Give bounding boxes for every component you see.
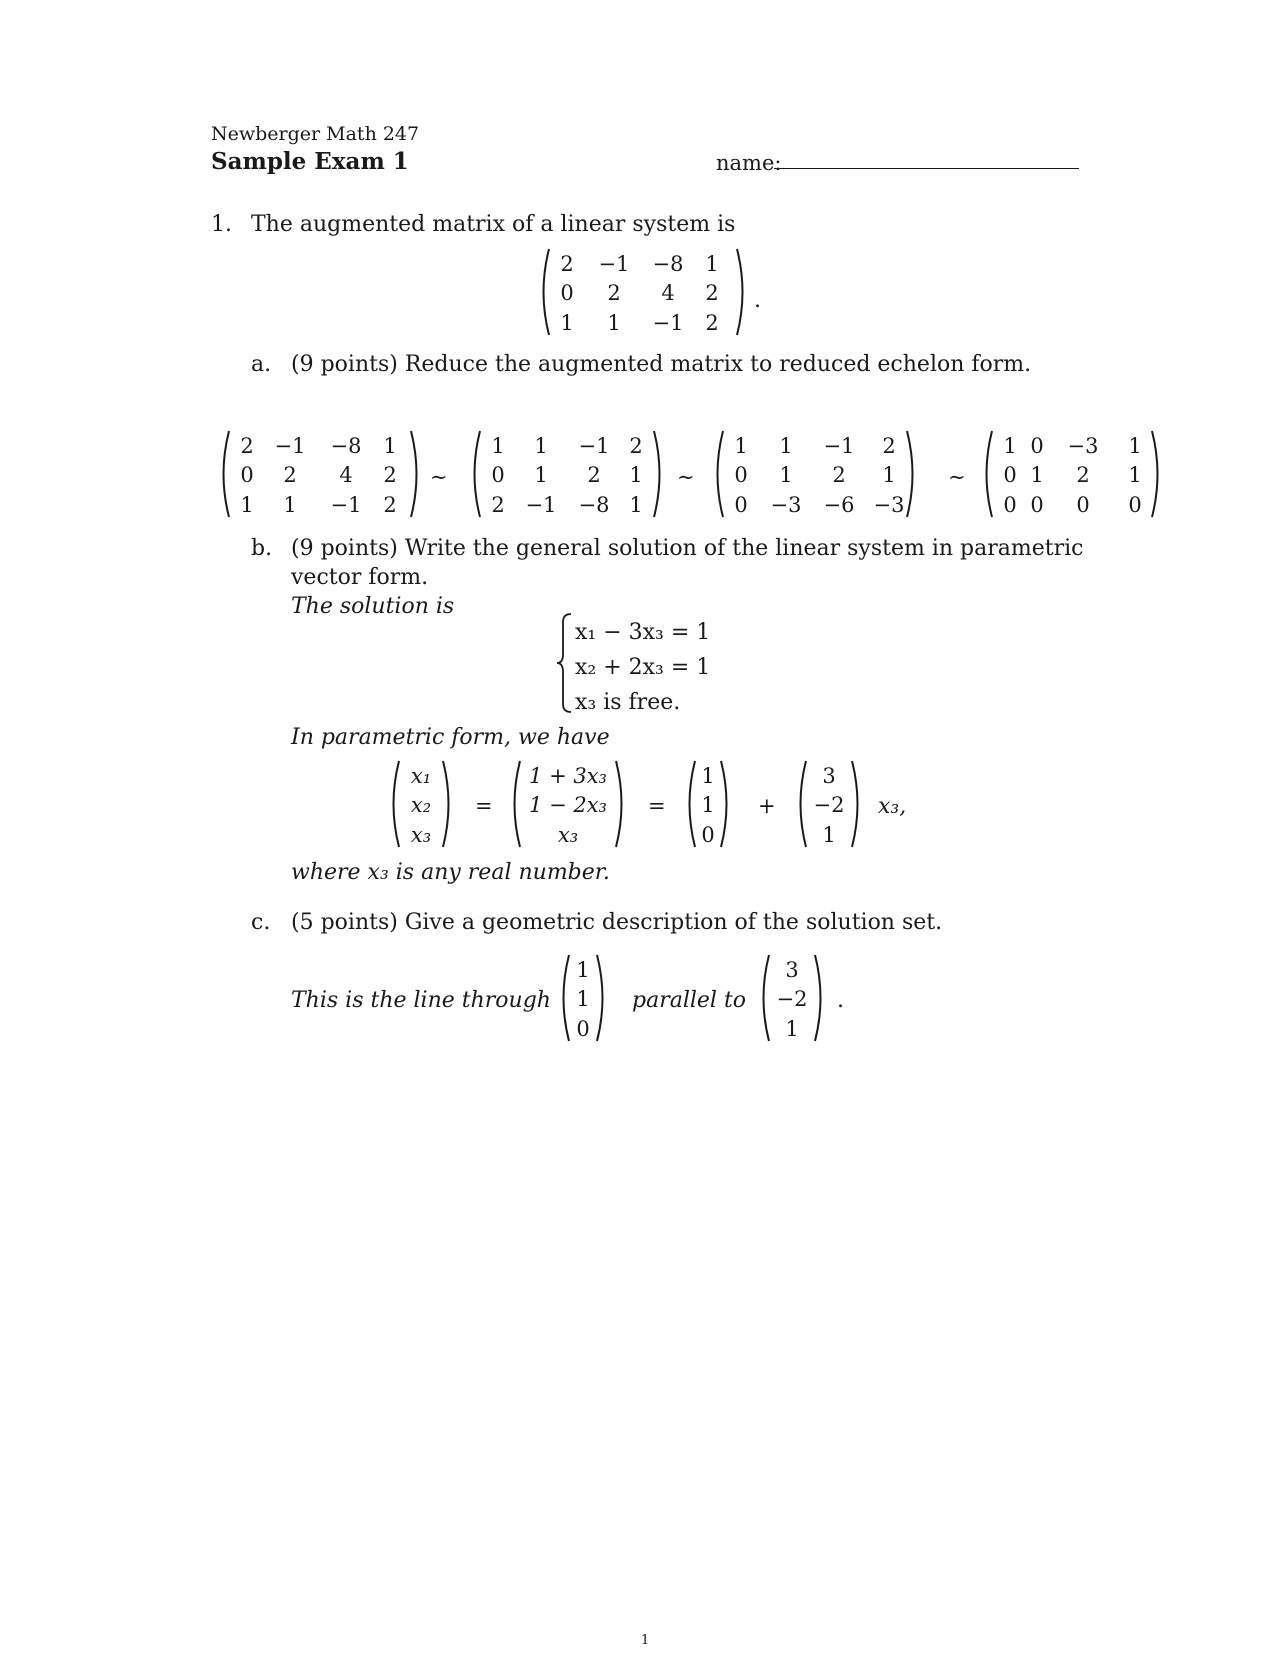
row-equivalent-symbol: ∼ — [430, 465, 448, 489]
matrix-entry: 1 + 3x₃ — [529, 764, 607, 788]
matrix-entry: −1 — [823, 434, 855, 458]
matrix-entry: 3 — [785, 958, 799, 982]
free-variable-term: x₃, — [878, 794, 907, 819]
right-parenthesis — [735, 248, 749, 336]
vector-point — [683, 760, 733, 848]
matrix-entry: 1 − 2x₃ — [529, 793, 607, 817]
matrix-entry: 0 — [1003, 463, 1017, 487]
part-c-label: c. — [251, 910, 271, 935]
matrix-entry: 0 — [560, 281, 574, 305]
matrix-entry: 2 — [1076, 463, 1090, 487]
matrix-entry: −1 — [274, 434, 306, 458]
course-name: Newberger Math 247 — [211, 123, 420, 145]
left-parenthesis — [557, 954, 571, 1042]
right-parenthesis — [409, 430, 423, 518]
matrix-entry: 4 — [339, 463, 353, 487]
matrix-entry: 1 — [534, 434, 548, 458]
rref-final-matrix — [980, 430, 1164, 518]
matrix-entry: 1 — [629, 463, 643, 487]
right-parenthesis — [441, 760, 455, 848]
matrix-entry: 1 — [240, 493, 254, 517]
matrix-entry: 2 — [607, 281, 621, 305]
matrix-entry: 0 — [1003, 493, 1017, 517]
matrix-entry: 1 — [1128, 463, 1142, 487]
matrix-entry: 2 — [629, 434, 643, 458]
matrix-entry: x₂ — [410, 793, 432, 817]
solution-intro: The solution is — [291, 594, 455, 619]
matrix-entry: 0 — [491, 463, 505, 487]
rref-step-3-matrix — [711, 430, 919, 518]
matrix-entry: 2 — [491, 493, 505, 517]
matrix-entry: 0 — [701, 823, 715, 847]
rref-step-1-matrix — [217, 430, 423, 518]
matrix-entry: 2 — [882, 434, 896, 458]
matrix-entry: 0 — [1030, 493, 1044, 517]
matrix-entry: 4 — [661, 281, 675, 305]
matrix-entry: −3 — [1067, 434, 1099, 458]
matrix-entry: 0 — [734, 463, 748, 487]
matrix-entry: 2 — [240, 434, 254, 458]
right-parenthesis — [813, 954, 827, 1042]
right-parenthesis — [614, 760, 628, 848]
exam-title: Sample Exam 1 — [211, 148, 409, 175]
vector-x — [387, 760, 455, 848]
matrix-entry: 2 — [383, 463, 397, 487]
matrix-entry: 1 — [576, 958, 590, 982]
left-parenthesis — [508, 760, 522, 848]
matrix-entry: x₃ — [410, 823, 432, 847]
matrix-entry: 1 — [629, 493, 643, 517]
line-direction-vector — [757, 954, 827, 1042]
matrix-entry: 1 — [283, 493, 297, 517]
problem-number: 1. — [211, 212, 232, 237]
name-label: name: — [716, 151, 782, 175]
plus-sign: + — [758, 794, 776, 818]
part-b-text-line2: vector form. — [291, 565, 429, 590]
matrix-entry: −1 — [598, 252, 630, 276]
right-parenthesis — [850, 760, 864, 848]
parametric-intro: In parametric form, we have — [291, 725, 610, 750]
matrix-entry: −1 — [525, 493, 557, 517]
system-equation-2: x₂ + 2x₃ = 1 — [575, 655, 711, 680]
matrix-entry: −1 — [330, 493, 362, 517]
matrix-period: . — [754, 288, 761, 313]
equals-sign: = — [648, 794, 666, 818]
left-parenthesis — [537, 248, 551, 336]
matrix-entry: 1 — [1003, 434, 1017, 458]
matrix-entry: −8 — [652, 252, 684, 276]
matrix-entry: 2 — [832, 463, 846, 487]
right-parenthesis — [719, 760, 733, 848]
left-parenthesis — [387, 760, 401, 848]
row-equivalent-symbol: ∼ — [948, 465, 966, 489]
matrix-entry: 1 — [822, 823, 836, 847]
row-equivalent-symbol: ∼ — [677, 465, 695, 489]
matrix-entry: 2 — [560, 252, 574, 276]
right-parenthesis — [652, 430, 666, 518]
matrix-entry: 1 — [779, 434, 793, 458]
part-b-text-line1: (9 points) Write the general solution of the linear system in parametric — [291, 536, 1084, 561]
matrix-entry: 1 — [534, 463, 548, 487]
matrix-entry: 0 — [1128, 493, 1142, 517]
left-parenthesis — [683, 760, 697, 848]
vector-direction — [794, 760, 864, 848]
matrix-entry: 1 — [1030, 463, 1044, 487]
left-parenthesis — [468, 430, 482, 518]
matrix-entry: 0 — [576, 1017, 590, 1041]
matrix-entry: −2 — [813, 793, 845, 817]
matrix-entry: −1 — [652, 311, 684, 335]
matrix-entry: 1 — [383, 434, 397, 458]
matrix-entry: −6 — [823, 493, 855, 517]
part-a-label: a. — [251, 352, 272, 377]
matrix-entry: 1 — [607, 311, 621, 335]
matrix-entry: 1 — [779, 463, 793, 487]
matrix-entry: x₁ — [410, 764, 432, 788]
right-parenthesis — [595, 954, 609, 1042]
matrix-entry: −2 — [776, 987, 808, 1011]
augmented-matrix — [537, 248, 749, 336]
matrix-entry: 1 — [785, 1017, 799, 1041]
left-parenthesis — [980, 430, 994, 518]
matrix-entry: 1 — [701, 764, 715, 788]
parametric-where: where x₃ is any real number. — [291, 860, 610, 885]
right-parenthesis — [1150, 430, 1164, 518]
matrix-entry: 1 — [576, 987, 590, 1011]
matrix-entry: 2 — [587, 463, 601, 487]
left-parenthesis — [217, 430, 231, 518]
line-period: . — [837, 988, 844, 1013]
matrix-entry: −8 — [578, 493, 610, 517]
matrix-entry: 2 — [705, 311, 719, 335]
parallel-to-text: parallel to — [632, 988, 747, 1013]
problem-intro: The augmented matrix of a linear system is — [251, 212, 736, 237]
system-equation-1: x₁ − 3x₃ = 1 — [575, 620, 711, 645]
matrix-entry: x₃ — [557, 823, 579, 847]
matrix-entry: −3 — [770, 493, 802, 517]
matrix-entry: 2 — [283, 463, 297, 487]
name-blank-line — [774, 168, 1079, 169]
system-left-brace — [555, 612, 575, 714]
matrix-entry: 3 — [822, 764, 836, 788]
matrix-entry: −8 — [330, 434, 362, 458]
left-parenthesis — [757, 954, 771, 1042]
vector-expression — [508, 760, 628, 848]
matrix-entry: 1 — [705, 252, 719, 276]
left-parenthesis — [711, 430, 725, 518]
matrix-entry: 0 — [1030, 434, 1044, 458]
part-c-text: (5 points) Give a geometric description of the solution set. — [291, 910, 943, 935]
rref-step-2-matrix — [468, 430, 666, 518]
matrix-entry: −1 — [578, 434, 610, 458]
matrix-entry: 0 — [240, 463, 254, 487]
matrix-entry: 0 — [1076, 493, 1090, 517]
matrix-entry: 0 — [734, 493, 748, 517]
matrix-entry: 1 — [701, 793, 715, 817]
left-parenthesis — [794, 760, 808, 848]
line-point-vector — [557, 954, 609, 1042]
matrix-entry: 1 — [491, 434, 505, 458]
matrix-entry: 2 — [705, 281, 719, 305]
part-b-label: b. — [251, 536, 273, 561]
part-a-text: (9 points) Reduce the augmented matrix to reduced echelon form. — [291, 352, 1032, 377]
matrix-entry: 1 — [560, 311, 574, 335]
system-free-variable: x₃ is free. — [575, 690, 681, 715]
page-number: 1 — [641, 1633, 650, 1648]
matrix-entry: 1 — [882, 463, 896, 487]
right-parenthesis — [905, 430, 919, 518]
line-through-text: This is the line through — [291, 988, 551, 1013]
matrix-entry: 2 — [383, 493, 397, 517]
matrix-entry: 1 — [734, 434, 748, 458]
matrix-entry: 1 — [1128, 434, 1142, 458]
matrix-entry: −3 — [873, 493, 905, 517]
equals-sign: = — [475, 794, 493, 818]
